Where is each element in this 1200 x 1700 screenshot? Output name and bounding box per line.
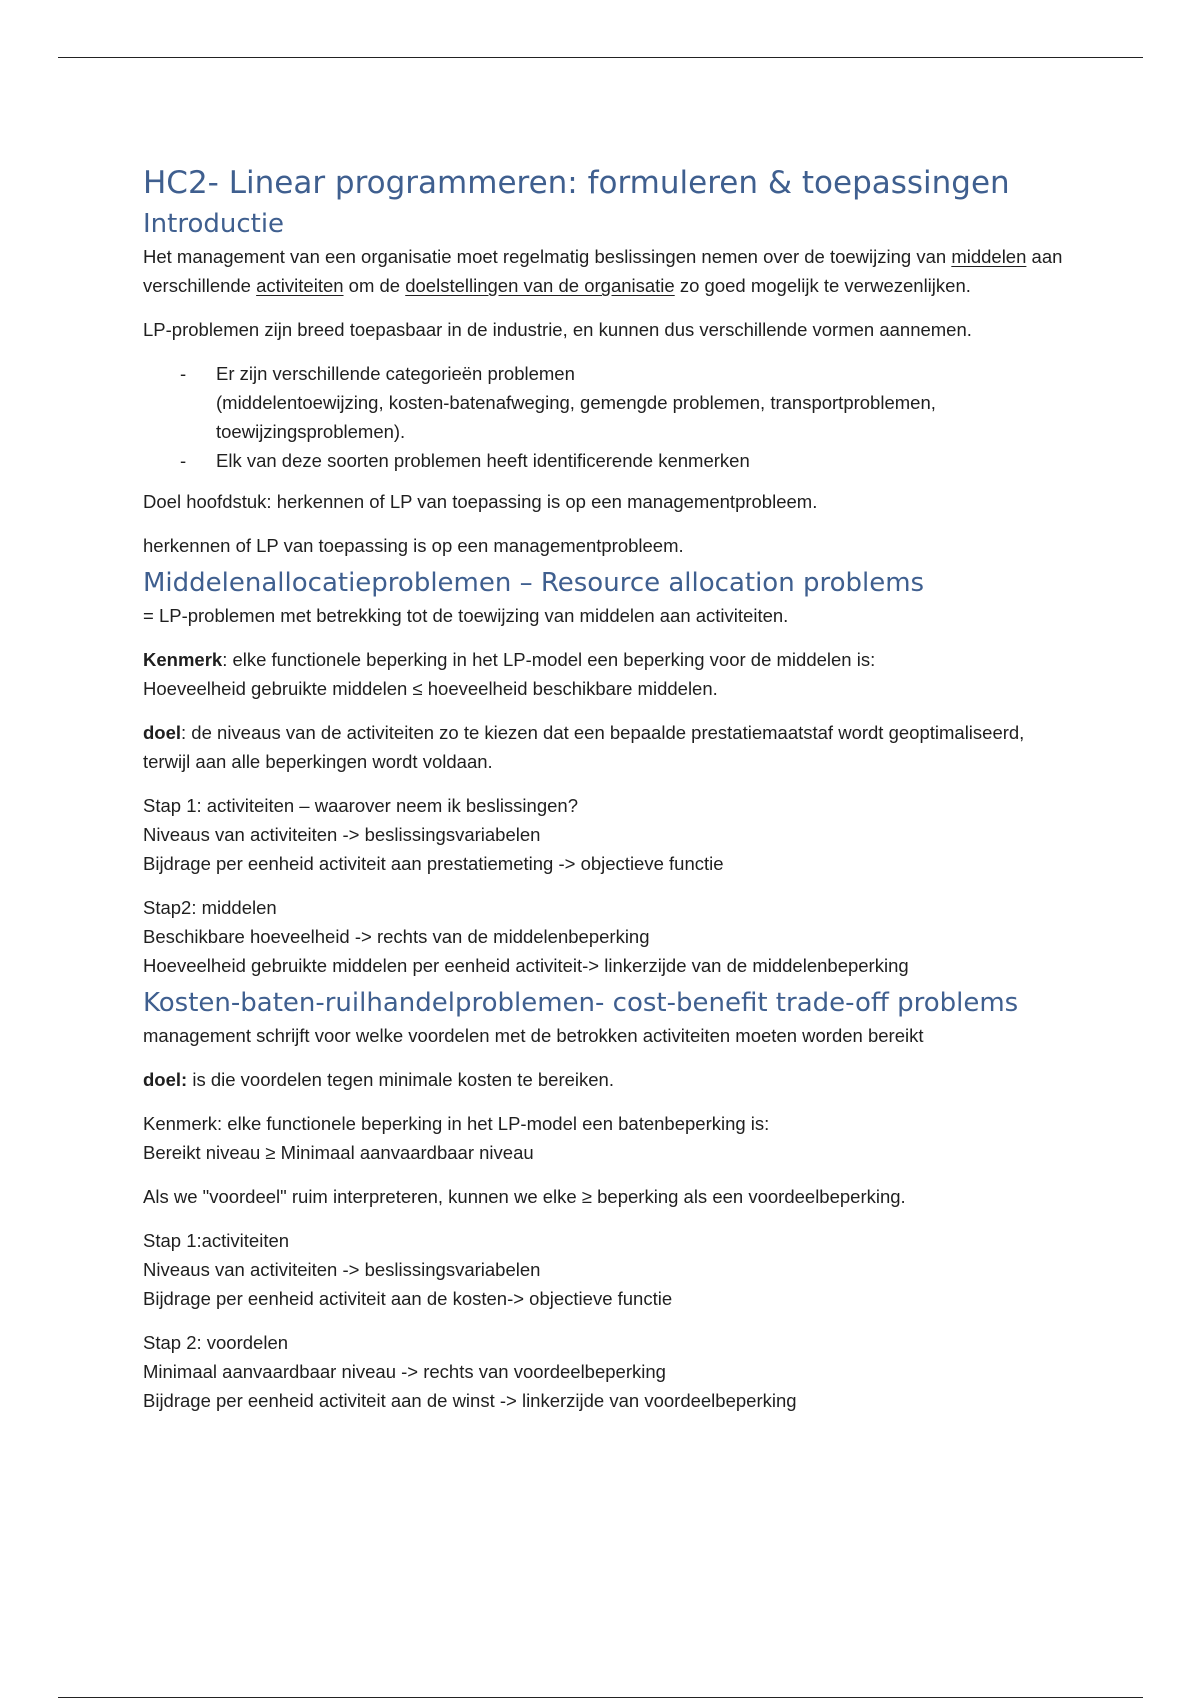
document-title: HC2- Linear programmeren: formuleren & toepassingen	[143, 165, 1010, 201]
stap-line: Bijdrage per eenheid activiteit aan prestatiemeting -> objectieve functie	[143, 853, 724, 874]
costbenefit-intro: management schrijft voor welke voordelen met de betrokken activiteiten moeten worden bereikt	[143, 1025, 924, 1046]
costbenefit-doel	[143, 1065, 1073, 1094]
costbenefit-voordeel: Als we "voordeel" ruim interpreteren, kunnen we elke ≥ beperking als een voordeelbeperking.	[143, 1186, 906, 1207]
footer-rule	[58, 1697, 1143, 1698]
doel-label: doel:	[143, 1069, 188, 1090]
doel-label: doel	[143, 722, 182, 743]
dash-bullet: -	[180, 363, 187, 384]
underlined-activiteiten: activiteiten	[256, 275, 344, 296]
document-body	[143, 160, 1073, 1430]
stap-line: Beschikbare hoeveelheid -> rechts van de middelenbeperking	[143, 926, 650, 947]
stap-line: Stap 1:activiteiten	[143, 1230, 290, 1251]
heading-resource-allocation: Middelenallocatieproblemen – Resource allocation problems	[143, 568, 925, 598]
stap-line: Stap2: middelen	[143, 897, 277, 918]
resource-kenmerk	[143, 645, 1073, 703]
heading-cost-benefit: Kosten-baten-ruilhandelproblemen- cost-benefit trade-off problems	[143, 988, 1019, 1018]
category-list	[143, 359, 1073, 475]
underlined-doelstellingen: doelstellingen van de organisatie	[405, 275, 675, 296]
costbenefit-kenmerk	[143, 1109, 1073, 1167]
intro-paragraph	[143, 242, 1073, 300]
list-item-detail: (middelentoewijzing, kosten-batenafweging, gemengde problemen, transportproblemen, toewijzingsproblemen).	[216, 392, 936, 442]
resource-stap2	[143, 893, 1073, 980]
costbenefit-stap1	[143, 1226, 1073, 1313]
kenmerk-inequality: Hoeveelheid gebruikte middelen ≤ hoeveelheid beschikbare middelen.	[143, 678, 718, 699]
stap-line: Bijdrage per eenheid activiteit aan de winst -> linkerzijde van voordeelbeperking	[143, 1390, 797, 1411]
kenmerk-label: Kenmerk	[143, 649, 223, 670]
resource-stap1	[143, 791, 1073, 878]
resource-doel	[143, 718, 1073, 776]
dash-bullet: -	[180, 450, 187, 471]
stap-line: Stap 2: voordelen	[143, 1332, 289, 1353]
chapter-goal-repeat: herkennen of LP van toepassing is op een managementprobleem.	[143, 535, 684, 556]
list-item	[143, 359, 1073, 446]
intro-text-a: Het management van een organisatie moet regelmatig beslissingen nemen over de toewijzing van	[143, 246, 952, 267]
stap-line: Minimaal aanvaardbaar niveau -> rechts van voordeelbeperking	[143, 1361, 666, 1382]
stap-line: Bijdrage per eenheid activiteit aan de kosten-> objectieve functie	[143, 1288, 673, 1309]
kenmerk-inequality: Bereikt niveau ≥ Minimaal aanvaardbaar niveau	[143, 1142, 534, 1163]
list-item	[143, 446, 1073, 475]
costbenefit-stap2	[143, 1328, 1073, 1415]
kenmerk-text: : elke functionele beperking in het LP-model een beperking voor de middelen is:	[222, 649, 876, 670]
heading-introductie: Introductie	[143, 209, 285, 239]
underlined-middelen: middelen	[951, 246, 1027, 267]
stap-line: Hoeveelheid gebruikte middelen per eenheid activiteit-> linkerzijde van de middelenbeperking	[143, 955, 909, 976]
chapter-goal: Doel hoofdstuk: herkennen of LP van toepassing is op een managementprobleem.	[143, 491, 818, 512]
doel-text: is die voordelen tegen minimale kosten te bereiken.	[187, 1069, 614, 1090]
list-item-text: Elk van deze soorten problemen heeft identificerende kenmerken	[216, 450, 750, 471]
kenmerk-text: Kenmerk: elke functionele beperking in het LP-model een batenbeperking is:	[143, 1113, 770, 1134]
stap-line: Niveaus van activiteiten -> beslissingsvariabelen	[143, 1259, 541, 1280]
intro-text-c: om de	[343, 275, 406, 296]
stap-line: Niveaus van activiteiten -> beslissingsvariabelen	[143, 824, 541, 845]
stap-line: Stap 1: activiteiten – waarover neem ik beslissingen?	[143, 795, 578, 816]
intro-text-d: zo goed mogelijk te verwezenlijken.	[674, 275, 971, 296]
header-rule	[58, 57, 1143, 58]
lp-problems-paragraph: LP-problemen zijn breed toepasbaar in de industrie, en kunnen dus verschillende vormen aannemen.	[143, 319, 972, 340]
resource-definition: = LP-problemen met betrekking tot de toewijzing van middelen aan activiteiten.	[143, 605, 789, 626]
list-item-text: Er zijn verschillende categorieën problemen	[216, 363, 575, 384]
doel-text: : de niveaus van de activiteiten zo te kiezen dat een bepaalde prestatiemaatstaf wordt geoptimaliseerd, terwijl aan alle beperkingen wordt voldaan.	[143, 722, 1025, 772]
intro-text-b: aan verschillende	[143, 246, 1063, 296]
